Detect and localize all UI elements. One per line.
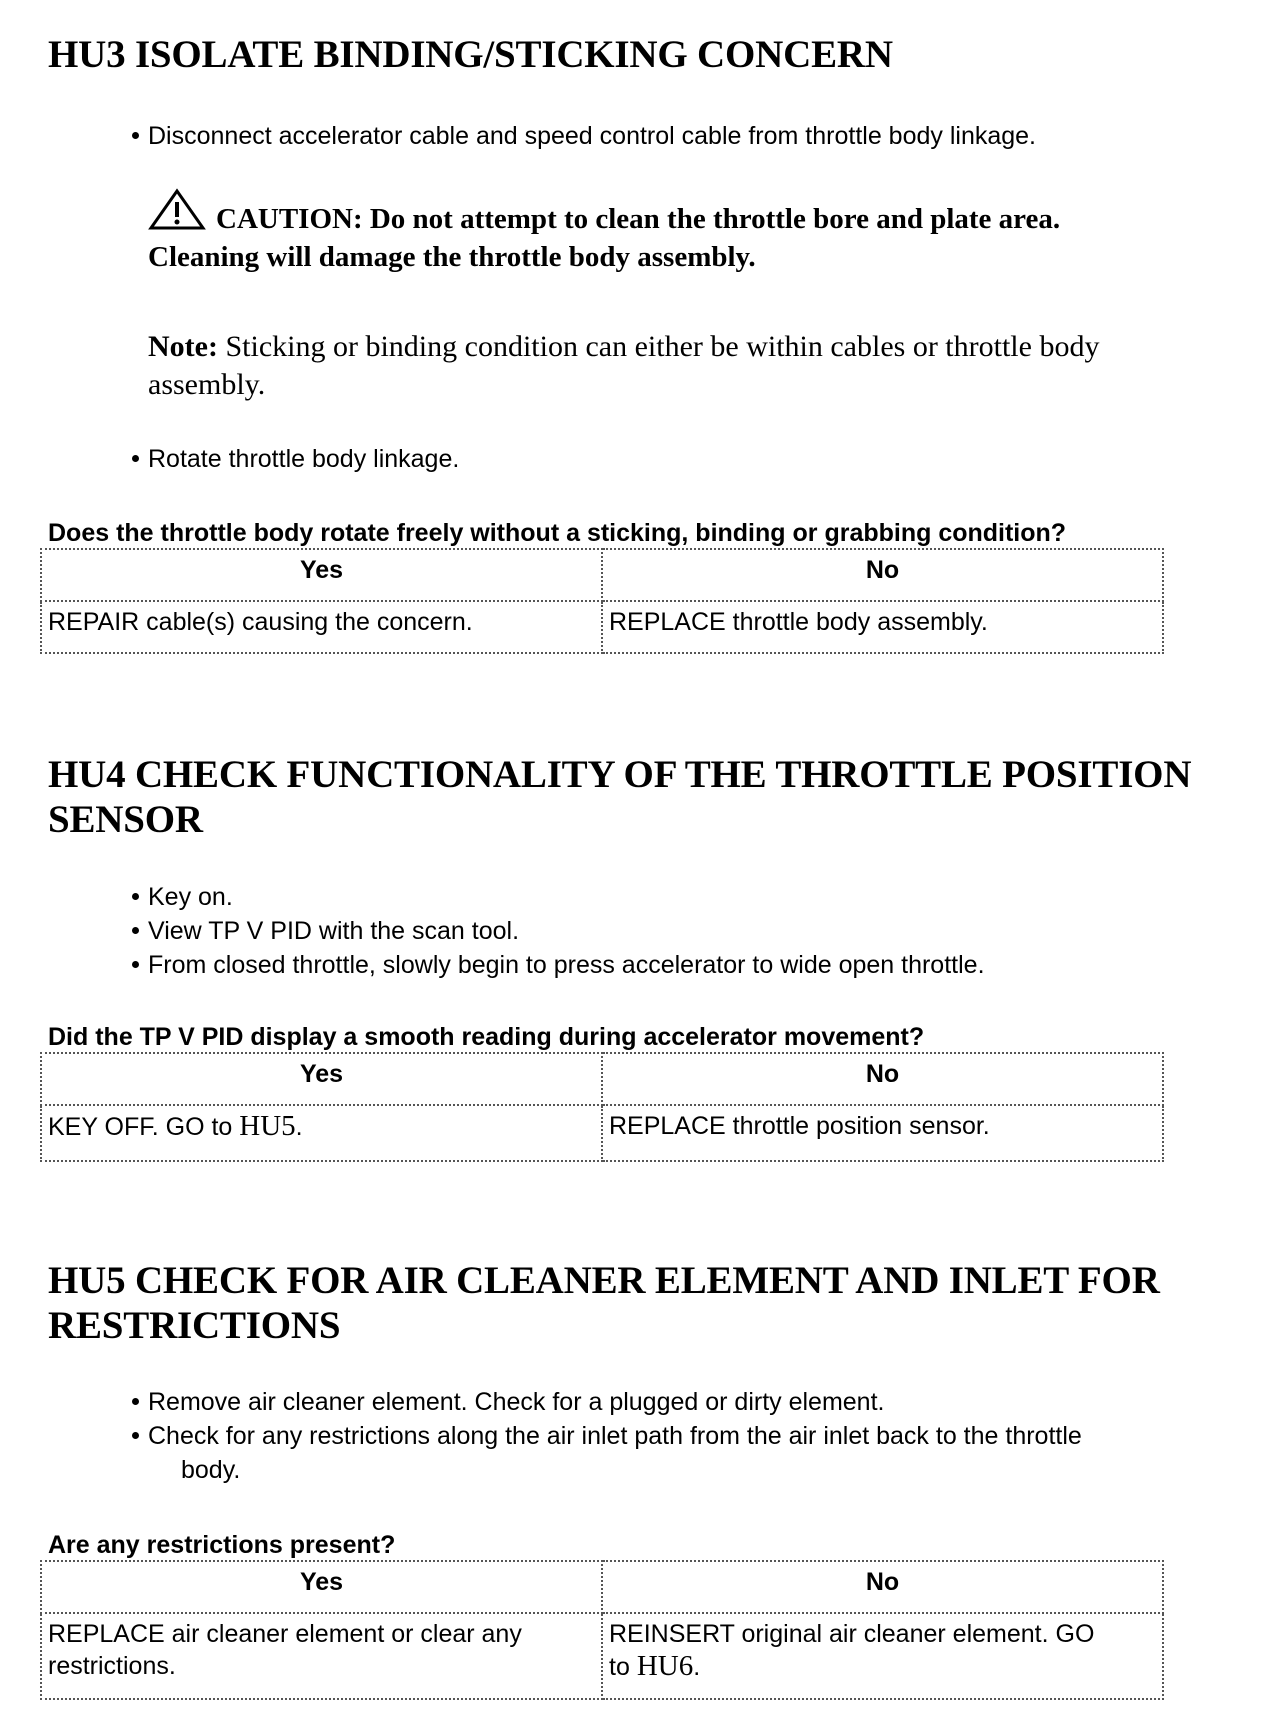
no-cell: REINSERT original air cleaner element. GO to HU6.	[602, 1613, 1163, 1699]
hu5-section	[48, 1258, 1228, 1348]
hu5-bullets	[48, 1385, 1228, 1487]
list-item: Check for any restrictions along the air inlet path from the air inlet back to the throttle body.	[48, 1419, 1228, 1487]
no-header: No	[602, 549, 1163, 601]
yes-cell: KEY OFF. GO to HU5.	[41, 1105, 602, 1161]
caution-block	[48, 188, 1264, 276]
table-row	[41, 1105, 1163, 1161]
list-item: Rotate throttle body linkage.	[48, 442, 1228, 476]
hu3-heading: HU3 ISOLATE BINDING/STICKING CONCERN	[48, 33, 893, 76]
bullet-icon	[132, 961, 139, 968]
list-item: From closed throttle, slowly begin to press accelerator to wide open throttle.	[48, 948, 1228, 982]
yes-header: Yes	[41, 1053, 602, 1105]
table-header-row	[41, 1053, 1163, 1105]
table-header-row	[41, 549, 1163, 601]
bullet-icon	[132, 132, 139, 139]
note-line-2: assembly.	[148, 368, 266, 401]
bullet-icon	[132, 1432, 139, 1439]
hu3-question: Does the throttle body rotate freely without a sticking, binding or grabbing condition?	[48, 519, 1067, 547]
hu4-decision-table	[40, 1052, 1164, 1162]
list-item: View TP V PID with the scan tool.	[48, 914, 1228, 948]
list-item: Key on.	[48, 880, 1228, 914]
table-row	[41, 1613, 1163, 1699]
no-header: No	[602, 1561, 1163, 1613]
caution-line-2: Cleaning will damage the throttle body assembly.	[148, 241, 756, 273]
hu5-question: Are any restrictions present?	[48, 1531, 396, 1559]
note-block	[48, 328, 1264, 404]
bullet-icon	[132, 927, 139, 934]
yes-header: Yes	[41, 549, 602, 601]
no-cell: REPLACE throttle position sensor.	[602, 1105, 1163, 1161]
hu5-decision-table	[40, 1560, 1164, 1700]
hu3-bullets-2	[48, 442, 1228, 476]
no-cell: REPLACE throttle body assembly.	[602, 601, 1163, 653]
hu3-question-block	[48, 518, 1228, 654]
hu3-bullets	[48, 119, 1228, 153]
caution-line-1: CAUTION: Do not attempt to clean the throttle bore and plate area.	[216, 203, 1061, 235]
hu3-section	[48, 32, 1228, 77]
bullet-icon	[132, 1398, 139, 1405]
note-label: Note:	[148, 330, 218, 363]
no-header: No	[602, 1053, 1163, 1105]
hu4-heading: HU4 CHECK FUNCTIONALITY OF THE THROTTLE POSITION SENSOR	[48, 753, 1192, 841]
hu3-decision-table	[40, 548, 1164, 654]
hu4-bullets	[48, 880, 1228, 982]
bullet-icon	[132, 455, 139, 462]
note-line-1: Sticking or binding condition can either be within cables or throttle body	[225, 330, 1100, 363]
hu5-question-block	[48, 1530, 1228, 1700]
list-item: Remove air cleaner element. Check for a plugged or dirty element.	[48, 1385, 1228, 1419]
list-item: Disconnect accelerator cable and speed control cable from throttle body linkage.	[48, 119, 1228, 153]
bullet-icon	[132, 893, 139, 900]
hu4-question-block	[48, 1022, 1228, 1162]
hu4-question: Did the TP V PID display a smooth reading during accelerator movement?	[48, 1023, 925, 1051]
hu6-link[interactable]: HU6	[636, 1650, 694, 1682]
hu5-link[interactable]: HU5	[239, 1110, 296, 1142]
table-header-row	[41, 1561, 1163, 1613]
yes-header: Yes	[41, 1561, 602, 1613]
yes-cell: REPLACE air cleaner element or clear any restrictions.	[41, 1613, 602, 1699]
hu5-heading: HU5 CHECK FOR AIR CLEANER ELEMENT AND INLET FOR RESTRICTIONS	[48, 1259, 1160, 1347]
table-row	[41, 601, 1163, 653]
warning-triangle-icon	[148, 188, 206, 232]
yes-cell: REPAIR cable(s) causing the concern.	[41, 601, 602, 653]
hu4-section	[48, 752, 1228, 842]
